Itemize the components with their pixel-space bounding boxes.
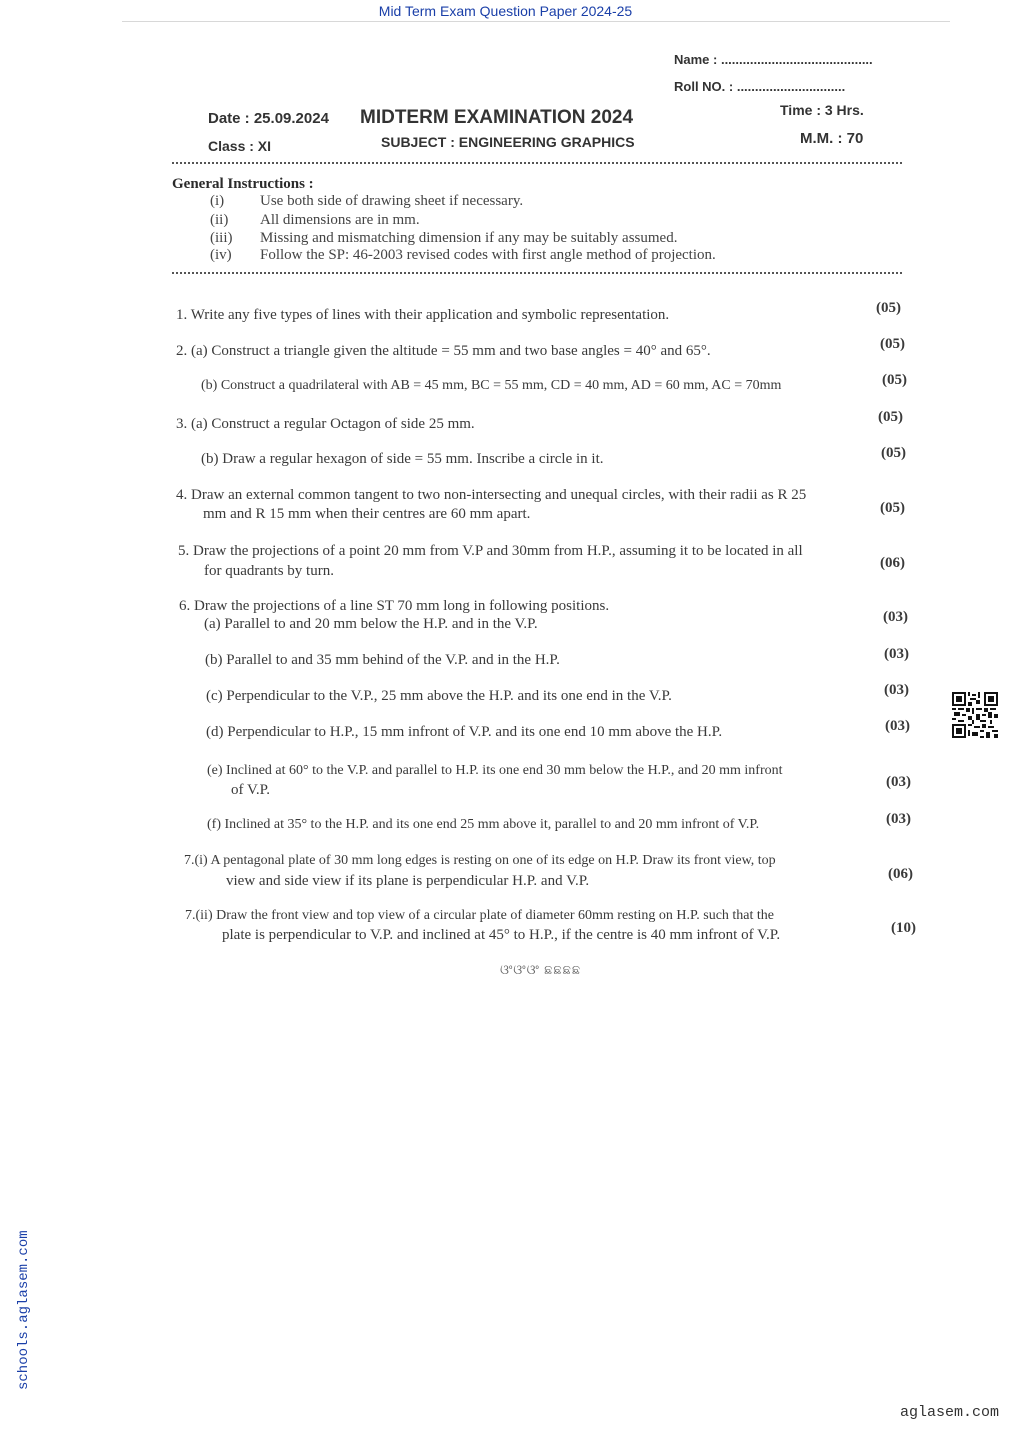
- question-6c: (c) Perpendicular to the V.P., 25 mm above the H.P. and its one end in the V.P.: [206, 688, 672, 704]
- question-3a: 3. (a) Construct a regular Octagon of side 25 mm.: [176, 416, 475, 432]
- question-4: 4. Draw an external common tangent to two non-intersecting and unequal circles, with their radii as R 25: [176, 487, 807, 503]
- max-marks: M.M. : 70: [800, 130, 864, 147]
- question-6d: (d) Perpendicular to H.P., 15 mm infront of V.P. and its one end 10 mm above the H.P.: [206, 724, 723, 740]
- instruction-item: (ii) All dimensions are in mm.: [210, 212, 420, 228]
- exam-subject: SUBJECT : ENGINEERING GRAPHICS: [381, 134, 635, 150]
- instruction-item: (i) Use both side of drawing sheet if necessary.: [210, 193, 524, 209]
- question-6: 6. Draw the projections of a line ST 70 mm long in following positions.: [179, 598, 610, 614]
- instruction-item: (iii) Missing and mismatching dimension if any may be suitably assumed.: [210, 230, 678, 246]
- page-banner: Mid Term Exam Question Paper 2024-25: [378, 3, 633, 19]
- question-3b: (b) Draw a regular hexagon of side = 55 mm. Inscribe a circle in it.: [201, 451, 604, 467]
- question-marks: (03): [884, 646, 909, 662]
- question-1: 1. Write any five types of lines with their application and symbolic representation.: [176, 307, 670, 323]
- question-marks: (03): [886, 774, 911, 790]
- end-of-paper-mark: ଓଂଓଂଓଂ ଛଛଛଛ: [500, 962, 582, 977]
- side-watermark: schools.aglasem.com: [16, 1230, 32, 1390]
- question-6b: (b) Parallel to and 35 mm behind of the V.P. and in the H.P.: [205, 652, 560, 668]
- question-marks: (06): [888, 866, 913, 882]
- question-4-cont: mm and R 15 mm when their centres are 60 mm apart.: [203, 506, 531, 522]
- question-6e: (e) Inclined at 60° to the V.P. and parallel to H.P. its one end 30 mm below the H.P., and 20 mm infront: [207, 763, 783, 778]
- question-5: 5. Draw the projections of a point 20 mm from V.P and 30mm from H.P., assuming it to be located in all: [178, 543, 803, 559]
- question-marks: (05): [881, 445, 906, 461]
- instructions-heading: General Instructions :: [172, 176, 314, 192]
- question-marks: (05): [880, 336, 905, 352]
- question-2b: (b) Construct a quadrilateral with AB = 45 mm, BC = 55 mm, CD = 40 mm, AD = 60 mm, AC = 70mm: [201, 378, 782, 393]
- question-marks: (03): [883, 609, 908, 625]
- question-7i: 7.(i) A pentagonal plate of 30 mm long edges is resting on one of its edge on H.P. Draw its front view, top: [184, 853, 776, 868]
- question-7ii: 7.(ii) Draw the front view and top view of a circular plate of diameter 60mm resting on H.P. such that the: [185, 908, 774, 923]
- question-marks: (05): [876, 300, 901, 316]
- question-marks: (05): [880, 500, 905, 516]
- question-6e-cont: of V.P.: [231, 782, 271, 798]
- brand-link[interactable]: aglasem.com: [899, 1404, 999, 1421]
- question-7i-cont: view and side view if its plane is perpendicular H.P. and V.P.: [226, 873, 590, 889]
- question-marks: (06): [880, 555, 905, 571]
- name-field: Name : ..........................................: [674, 52, 873, 67]
- divider-top: [172, 162, 902, 164]
- exam-time: Time : 3 Hrs.: [780, 102, 864, 118]
- question-marks: (03): [884, 682, 909, 698]
- exam-title: MIDTERM EXAMINATION 2024: [360, 107, 634, 128]
- question-marks: (10): [891, 920, 916, 936]
- question-2a: 2. (a) Construct a triangle given the altitude = 55 mm and two base angles = 40° and 65°.: [176, 343, 711, 359]
- question-marks: (03): [885, 718, 910, 734]
- instruction-item: (iv) Follow the SP: 46-2003 revised codes with first angle method of projection.: [210, 247, 716, 263]
- roll-number-field: Roll NO. : ..............................: [674, 79, 846, 94]
- question-5-cont: for quadrants by turn.: [204, 563, 334, 579]
- question-6f: (f) Inclined at 35° to the H.P. and its one end 25 mm above it, parallel to and 20 mm infront of V.P.: [207, 817, 760, 832]
- question-6a: (a) Parallel to and 20 mm below the H.P. and in the V.P.: [204, 616, 538, 632]
- question-marks: (03): [886, 811, 911, 827]
- question-marks: (05): [882, 372, 907, 388]
- exam-class: Class : XI: [208, 138, 272, 154]
- divider-bottom: [172, 272, 902, 274]
- question-marks: (05): [878, 409, 903, 425]
- question-7ii-cont: plate is perpendicular to V.P. and inclined at 45° to H.P., if the centre is 40 mm infront of V.P.: [222, 927, 781, 943]
- qr-code-icon: [952, 692, 998, 738]
- exam-date: Date : 25.09.2024: [208, 110, 329, 127]
